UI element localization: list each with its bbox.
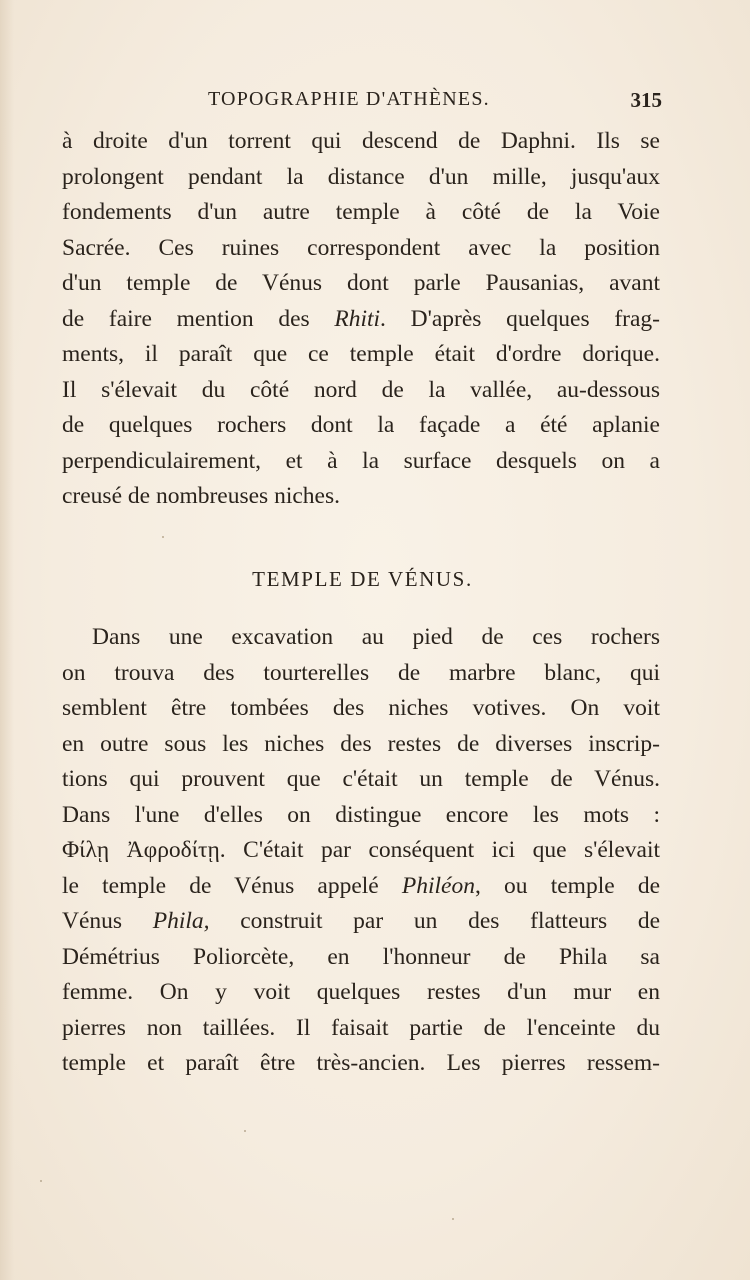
paragraph-1 xyxy=(62,124,660,515)
text-line: on trouva des tourterelles de marbre blanc, qui xyxy=(62,659,660,686)
text-line: Dans l'une d'elles on distingue encore les mots : xyxy=(62,801,660,828)
text-line: le temple de Vénus appelé Philéon, ou temple de xyxy=(62,872,660,899)
spine-shadow xyxy=(0,0,14,1280)
text-line: semblent être tombées des niches votives. On voit xyxy=(62,695,660,721)
page-number: 315 xyxy=(630,88,662,112)
text-line: perpendiculairement, et à la surface desquels on a xyxy=(62,447,660,474)
text-line: Φίλῃ Ἀφροδίτῃ. C'était par conséquent ici que s'élevait xyxy=(62,837,660,863)
text-line: de quelques rochers dont la façade a été aplanie xyxy=(62,412,660,438)
running-head xyxy=(62,88,662,118)
text-line: d'un temple de Vénus dont parle Pausanias, avant xyxy=(62,270,660,296)
text-line: prolongent pendant la distance d'un mille, jusqu'aux xyxy=(62,163,660,190)
text-line: temple et paraît être très-ancien. Les pierres ressem- xyxy=(62,1050,660,1076)
text-line: en outre sous les niches des restes de diverses inscrip- xyxy=(62,730,660,757)
paragraph-2 xyxy=(62,620,660,1082)
text-line: Dans une excavation au pied de ces rochers xyxy=(92,624,660,650)
text-line: fondements d'un autre temple à côté de la Voie xyxy=(62,199,660,225)
running-title: TOPOGRAPHIE D'ATHÈNES. xyxy=(208,88,490,110)
text-line: à droite d'un torrent qui descend de Daphni. Ils se xyxy=(62,128,660,154)
paper-fleck xyxy=(452,1218,454,1220)
text-line: pierres non taillées. Il faisait partie de l'enceinte du xyxy=(62,1014,660,1041)
text-line: Sacrée. Ces ruines correspondent avec la position xyxy=(62,234,660,261)
paper-fleck xyxy=(244,1130,246,1132)
text-line: Il s'élevait du côté nord de la vallée, au-dessous xyxy=(62,376,660,403)
text-line: Démétrius Poliorcète, en l'honneur de Phila sa xyxy=(62,943,660,970)
text-line: ments, il paraît que ce temple était d'ordre dorique. xyxy=(62,341,660,367)
section-heading: TEMPLE DE VÉNUS. xyxy=(252,567,473,591)
text-line: tions qui prouvent que c'était un temple de Vénus. xyxy=(62,766,660,792)
text-line: creusé de nombreuses niches. xyxy=(62,483,340,509)
text-line: Vénus Phila, construit par un des flatteurs de xyxy=(62,908,660,934)
paper-fleck xyxy=(162,536,164,538)
paper-fleck xyxy=(40,1180,42,1182)
text-line: femme. On y voit quelques restes d'un mur en xyxy=(62,979,660,1005)
text-line: de faire mention des Rhiti. D'après quelques frag- xyxy=(62,305,660,332)
